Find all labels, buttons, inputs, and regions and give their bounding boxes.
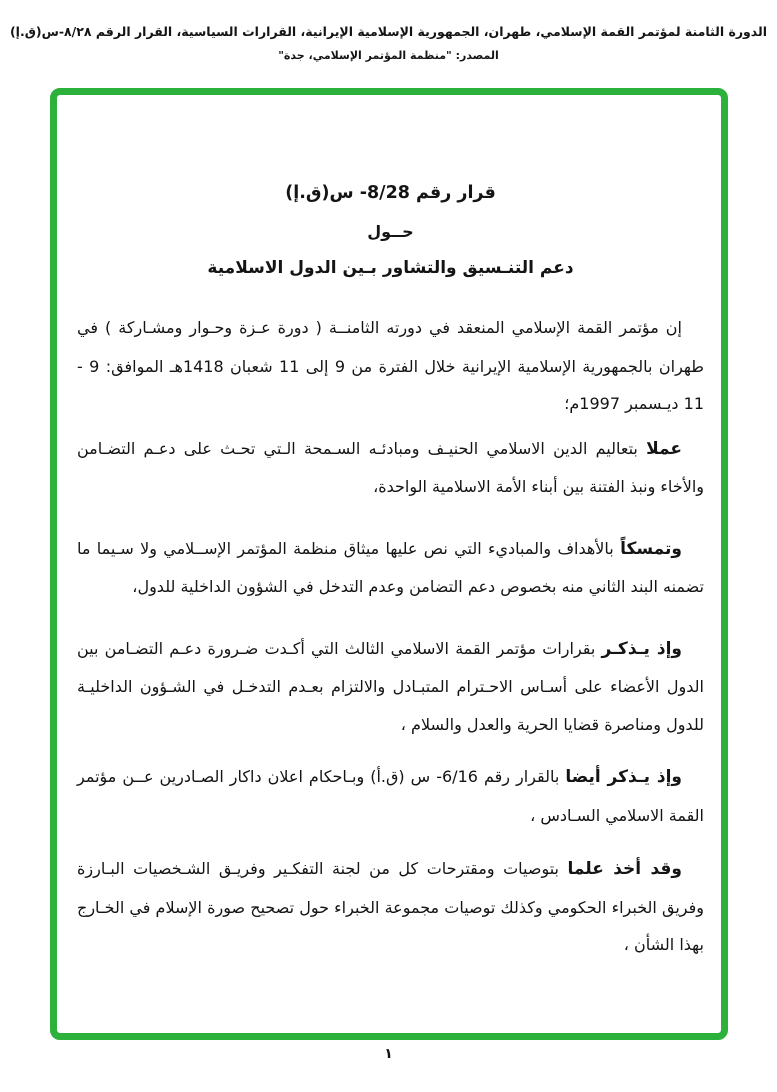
paragraph-amalan [77, 430, 704, 506]
paragraph-lead-word: وإذ يـذكـر [601, 638, 683, 659]
document-header [0, 24, 777, 62]
page-number: ١ [384, 1046, 393, 1062]
paragraphs-container [77, 309, 704, 964]
paragraph-recalling [77, 630, 704, 744]
paragraph-lead-word: وتمسكاً [620, 538, 682, 559]
paragraph-lead-word: وإذ يـذكر أيضا [565, 767, 683, 787]
header-source-line: الدورة الثامنة لمؤتمر القمة الإسلامي، طهران، الجمهورية الإسلامية الإيرانية، القرارات السياسية، القرار الرقم ٨/٢٨-س(ق.إ) [9, 24, 768, 39]
document-body [77, 95, 704, 964]
paragraph-taking-note [77, 850, 704, 964]
paragraph-text: بتوصيات ومقترحات كل من لجنة التفكـير وفريـق الشـخصيات البـارزة وفريق الخبراء الحكومي وكذلك توصيات مجموعة الخبراء حول تصحيح صورة الإسلام في الخـارج بهذا الشأن ، [77, 859, 704, 954]
resolution-number-title: قرار رقم 8/28- س(ق.إ) [285, 183, 496, 203]
title-about-word: حــول [367, 222, 414, 241]
paragraph-lead-word: عملا [646, 438, 682, 459]
paragraph-tamassukan [77, 530, 704, 606]
paragraph-preamble [77, 309, 704, 423]
paragraph-text: بالأهداف والمباديء التي نص عليها ميثاق منظمة المؤتمر الإســلامي ولا سـيما ما تضمنه البند الثاني منه بخصوص دعم التضامن وعدم التدخل في الشؤون الداخلية للدول، [77, 538, 704, 596]
paragraph-text: بالقرار رقم 6/16- س (ق.أ) وبـاحكام اعلان داكار الصـادرين عــن مؤتمر القمة الاسلامي السـادس ، [77, 767, 704, 825]
title-block [77, 183, 704, 278]
title-subject: دعم التنـسيق والتشاور بـين الدول الاسلامية [207, 258, 574, 278]
paragraph-recalling-also [77, 758, 704, 834]
paragraph-text: إن مؤتمر القمة الإسلامي المنعقد في دورته الثامنــة ( دورة عـزة وحـوار ومشـاركة ) في طهران بالجمهورية الإسلامية الإيرانية خلال الفترة من 9 إلى 11 شعبان 1418هـ الموافق: 9 - 11 ديـسمبر 1997م؛ [77, 318, 705, 413]
header-publisher-line: المصدر: "منظمة المؤتمر الإسلامي، جدة" [278, 49, 499, 62]
paragraph-text: بتعاليم الدين الاسلامي الحنيـف ومبادئـه السـمحة الـتي تحـث على دعـم التضـامن والأخاء ونبذ الفتنة بين أبناء الأمة الاسلامية الواحدة، [77, 438, 704, 496]
paragraph-lead-word: وقد أخذ علما [567, 859, 683, 879]
paragraph-text: بقرارات مؤتمر القمة الاسلامي الثالث التي أكـدت ضـرورة دعـم التضـامن بين الدول الأعضاء على أسـاس الاحـترام المتبـادل والالتزام بعـدم التدخـل في الشـؤون الداخليـة للدول ومناصرة قضايا الحرية والعدل والسلام ، [77, 638, 704, 734]
